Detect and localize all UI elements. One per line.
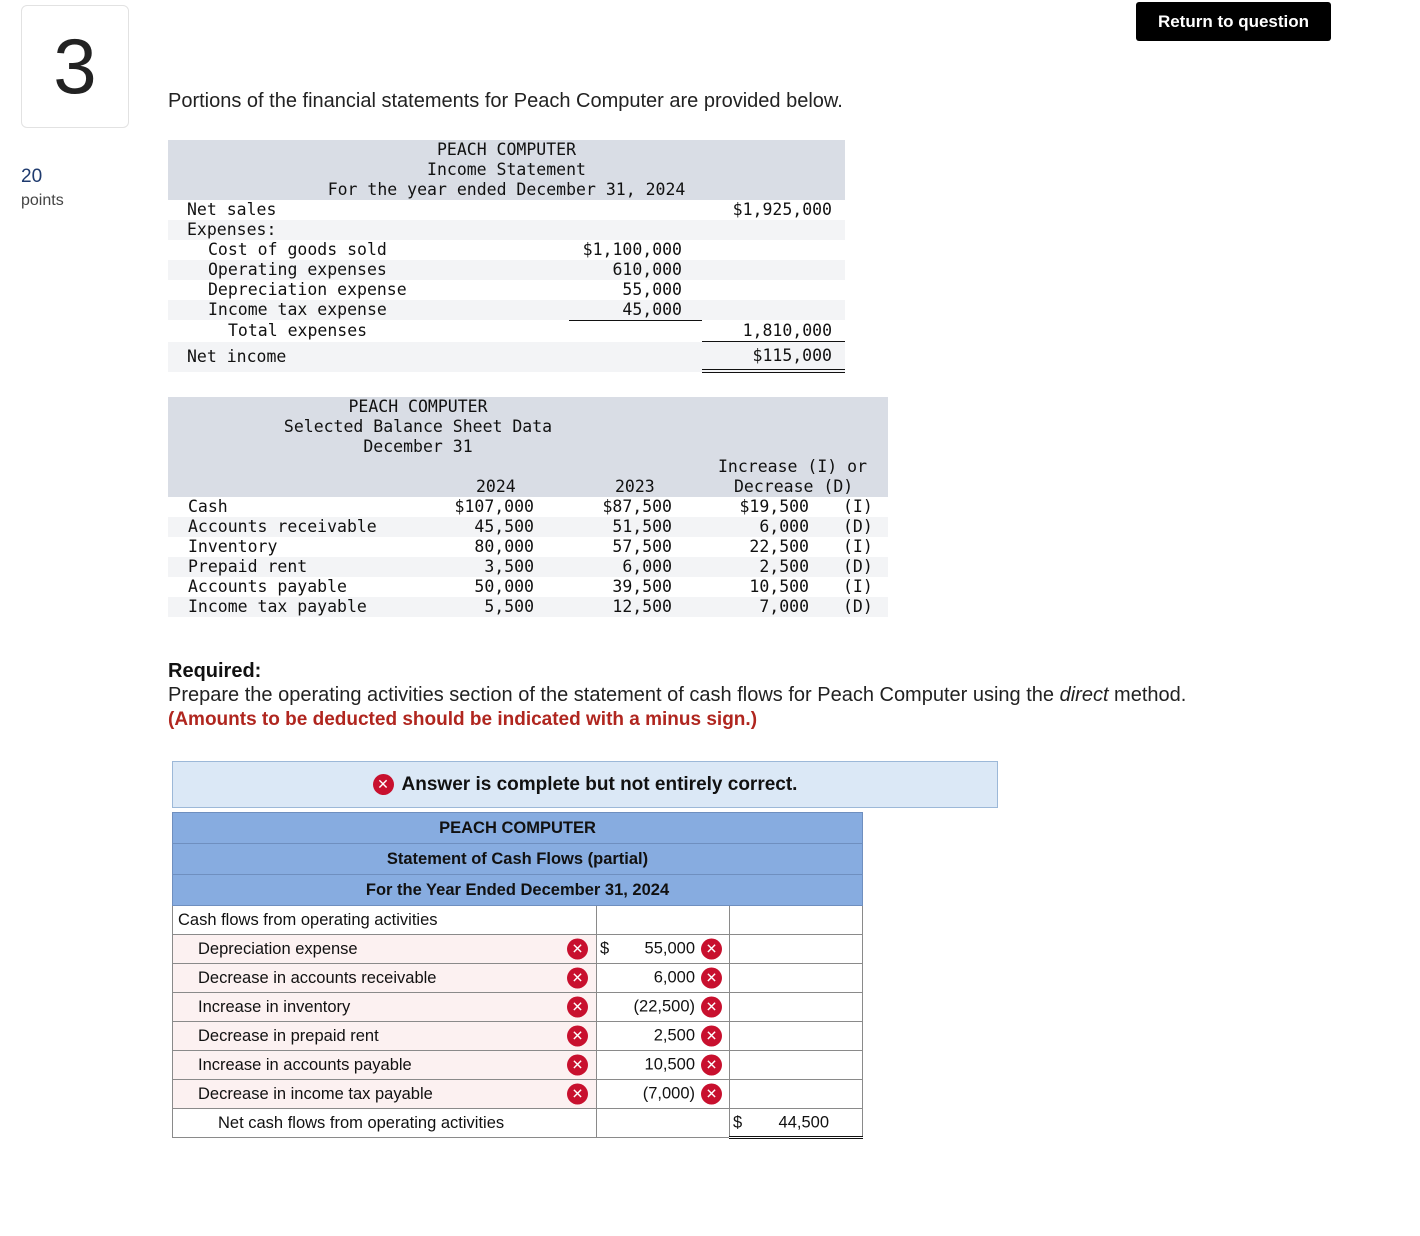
is-net-sales-label: Net sales [187,200,277,219]
cf-row-label-text: Decrease in accounts receivable [198,968,437,987]
cf-row-label[interactable] [173,935,597,964]
x-circle-icon: ✕ [567,968,588,989]
bs-title: Selected Balance Sheet Data [283,417,553,436]
cf-row-label-text: Depreciation expense [198,939,358,958]
bs-row-label: Inventory [188,537,278,556]
is-subtotal-rule [569,320,702,321]
cf-net-amount-cell[interactable] [730,1109,863,1138]
bs-row-label: Accounts payable [188,577,347,596]
cf-period: For the Year Ended December 31, 2024 [173,875,863,906]
bs-row-label: Income tax payable [188,597,367,616]
bs-row-change: 10,500 [749,577,809,596]
bs-row-2023: 51,500 [612,517,672,536]
is-expense-label: Income tax expense [208,300,387,319]
cf-row-amount-cell[interactable] [571,935,730,964]
is-total-value: 1,810,000 [742,321,832,340]
x-circle-icon: ✕ [567,939,588,960]
cf-row-amount-cell[interactable] [571,1051,730,1080]
is-double-rule-bottom [702,372,845,373]
is-expense-value: 45,000 [622,300,682,319]
cf-row-label-text: Increase in accounts payable [198,1055,412,1074]
is-net-sales-value: $1,925,000 [732,200,832,219]
bs-row-2024: 80,000 [474,537,534,556]
is-double-rule-top [702,369,845,370]
return-to-question-button[interactable]: Return to question [1136,2,1331,41]
answer-status-text: Answer is complete but not entirely correct. [401,773,798,795]
bs-row-label: Cash [188,497,228,516]
bs-row-2024: 5,500 [484,597,534,616]
cf-row-amount-cell[interactable] [571,993,730,1022]
bs-row-change: 22,500 [749,537,809,556]
bs-row-change: 6,000 [759,517,809,536]
cf-row-amount-cell[interactable] [571,964,730,993]
bs-col-2024: 2024 [476,477,516,496]
is-net-income-label: Net income [187,347,287,366]
is-title: Income Statement [427,160,586,179]
is-total-label: Total expenses [228,321,368,340]
table-row [173,993,863,1022]
required-text-before: Prepare the operating activities section of the statement of cash flows for Peach Computer using the [168,684,1060,706]
cf-row-label[interactable] [173,1080,597,1109]
cf-row-amount: 2,500 [653,1026,695,1045]
x-circle-icon: ✕ [567,1026,588,1047]
bs-company: PEACH COMPUTER [348,397,488,416]
is-total-rule [702,341,845,342]
cf-row-label[interactable] [173,964,597,993]
table-row [173,964,863,993]
cf-row-amount: (7,000) [642,1084,695,1103]
bs-change-header-2: Decrease (D) [734,477,854,496]
cf-row-label-text: Decrease in income tax payable [198,1084,433,1103]
points-label: points [21,192,64,209]
is-expense-label: Cost of goods sold [208,240,387,259]
bs-row-2023: 6,000 [622,557,672,576]
cf-row-label[interactable] [173,1051,597,1080]
cf-row-amount-cell[interactable] [571,1080,730,1109]
cf-net-label-text: Net cash flows from operating activities [218,1113,505,1132]
is-expense-value: $1,100,000 [582,240,682,259]
bs-row-change: 2,500 [759,557,809,576]
cf-net-label [173,1109,597,1138]
table-row [173,935,863,964]
table-row [173,1080,863,1109]
required-text-after: method. [1108,684,1187,706]
x-circle-icon: ✕ [701,997,722,1018]
cf-company: PEACH COMPUTER [173,813,863,844]
cf-row-label[interactable] [173,993,597,1022]
cf-row-label-text: Increase in inventory [198,997,351,1016]
bs-row-label: Accounts receivable [188,517,377,536]
intro-text: Portions of the financial statements for Peach Computer are provided below. [168,90,843,112]
x-circle-icon: ✕ [701,1055,722,1076]
bs-row-2023: 12,500 [612,597,672,616]
bs-row-2024: 45,500 [474,517,534,536]
is-period: For the year ended December 31, 2024 [327,180,686,199]
cf-title: Statement of Cash Flows (partial) [173,844,863,875]
bs-row-dir: (I) [843,497,873,516]
x-circle-icon: ✕ [701,939,722,960]
bs-row-dir: (D) [843,517,873,536]
bs-date: December 31 [363,437,473,456]
bs-row-2023: 57,500 [612,537,672,556]
answer-status-banner [172,761,998,808]
required-text-em: direct [1059,684,1109,706]
cf-dollar-sign: $ [733,1113,743,1131]
is-expense-label: Depreciation expense [208,280,407,299]
points-value: 20 [21,166,43,187]
x-circle-icon: ✕ [567,1055,588,1076]
table-row [173,1051,863,1080]
x-circle-icon: ✕ [567,997,588,1018]
bs-col-2023: 2023 [615,477,655,496]
bs-row-dir: (I) [843,577,873,596]
cf-section-label: Cash flows from operating activities [173,906,597,935]
bs-row-change: 7,000 [759,597,809,616]
is-expense-value: 610,000 [612,260,682,279]
is-expense-label: Operating expenses [208,260,387,279]
table-row [173,1022,863,1051]
cf-row-label[interactable] [173,1022,597,1051]
cf-dollar-sign: $ [600,939,610,958]
question-number: 3 [21,5,129,128]
table-row [173,1109,863,1138]
cf-row-amount: (22,500) [633,997,695,1016]
cf-row-amount: 10,500 [644,1055,695,1074]
cf-net-amount: 44,500 [778,1113,829,1131]
is-net-income-value: $115,000 [752,346,832,365]
x-circle-icon: ✕ [701,968,722,989]
cf-row-amount: 55,000 [644,939,695,958]
cf-row-amount: 6,000 [653,968,695,987]
is-expense-value: 55,000 [622,280,682,299]
cf-row-amount-cell[interactable] [571,1022,730,1051]
cf-row-label-text: Decrease in prepaid rent [198,1026,379,1045]
bs-row-2024: 50,000 [474,577,534,596]
bs-row-change: $19,500 [739,497,809,516]
required-text [168,684,1186,707]
bs-change-header-1: Increase (I) or [718,457,868,476]
cash-flow-table [172,812,863,1139]
bs-row-2023: $87,500 [602,497,672,516]
bs-row-2023: 39,500 [612,577,672,596]
x-circle-icon: ✕ [373,774,394,795]
bs-row-dir: (D) [843,557,873,576]
bs-row-2024: 3,500 [484,557,534,576]
bs-row-dir: (I) [843,537,873,556]
required-title: Required: [168,660,262,682]
bs-row-label: Prepaid rent [188,557,308,576]
is-expenses-label: Expenses: [187,220,277,239]
is-company: PEACH COMPUTER [436,140,577,159]
bs-row-dir: (D) [843,597,873,616]
bs-row-2024: $107,000 [454,497,534,516]
x-circle-icon: ✕ [701,1084,722,1105]
x-circle-icon: ✕ [701,1026,722,1047]
required-note: (Amounts to be deducted should be indicated with a minus sign.) [168,709,758,730]
x-circle-icon: ✕ [567,1084,588,1105]
